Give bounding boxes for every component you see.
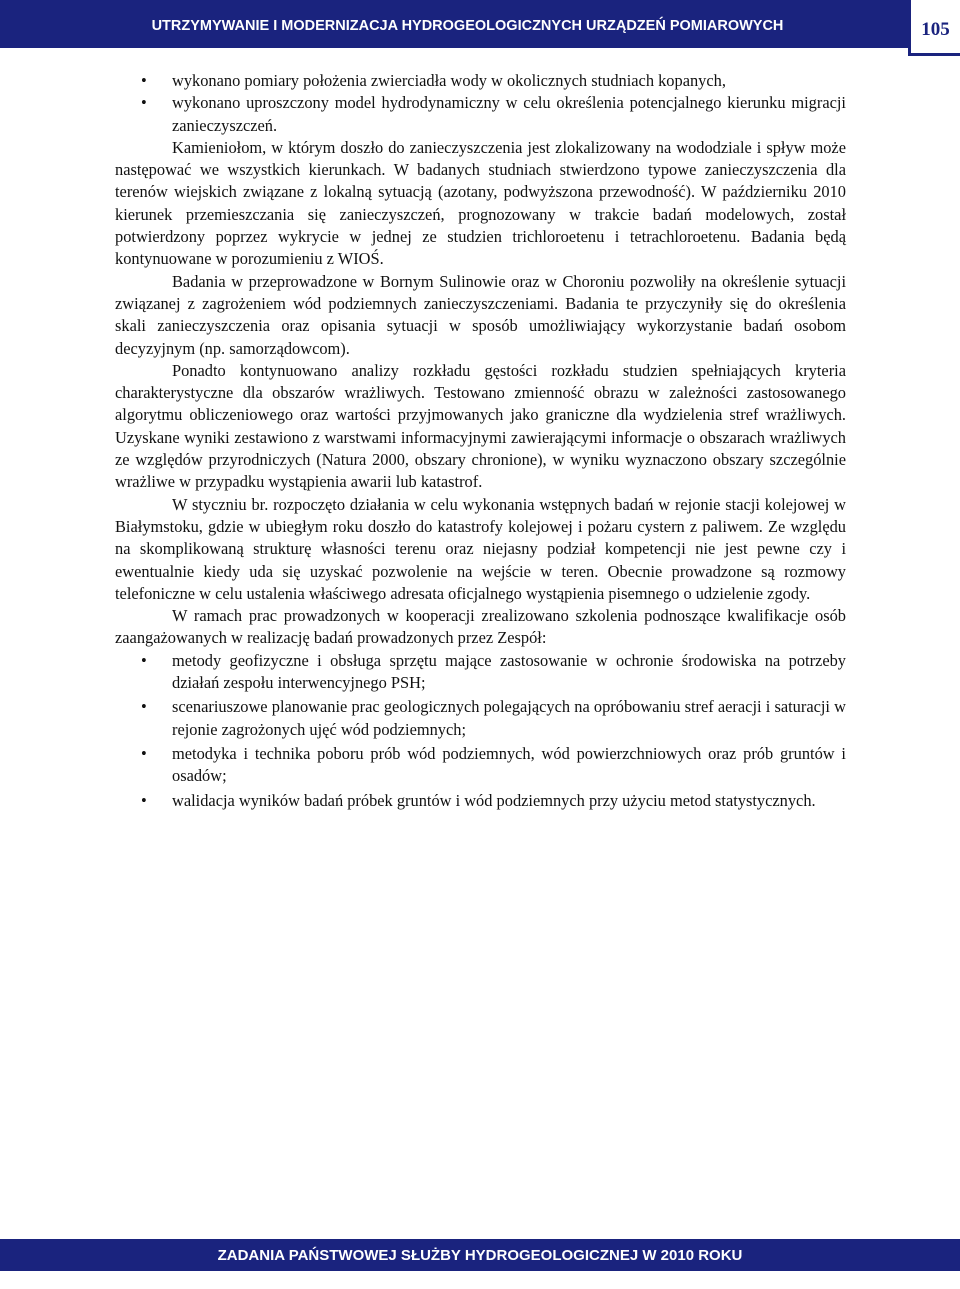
page-footer [0,1239,960,1271]
bullet-icon: • [141,650,147,670]
page-content [115,70,846,812]
bullet-list-measurements [115,70,846,137]
header-title: UTRZYMYWANIE I MODERNIZACJA HYDROGEOLOGICZNYCH URZĄDZEŃ POMIAROWYCH [151,18,784,34]
bullet-icon: • [141,697,147,717]
list-item: • scenariuszowe planowanie prac geologicznych polegających na opróbowaniu stref aeracji i saturacji w rejonie zagrożonych ujęć wód podziemnych; [141,697,846,739]
list-item: • wykonano pomiary położenia zwierciadła wody w okolicznych studniach kopanych, [115,70,846,92]
paragraph: Ponadto kontynuowano analizy rozkładu gęstości rozkładu studzien spełniających kryteria charakterystyczne dla obszarów wrażliwych. Testowano zmienność obrazu w zależności zastosowanego algorytmu obliczeniowego oraz wartości przyjmowanych jako graniczne dla wydzielenia stref wrażliwych. Uzyskane wyniki zestawiono z warstwami informacyjnymi zawierającymi informacje o obszarach wrażliwych ze względów przyrodniczych (Natura 2000, obszary chronione), w wyniku wyznaczono obszary szczególnie wrażliwe w przypadku wystąpienia awarii lub katastrof. [115,360,846,492]
footer-title: ZADANIA PAŃSTWOWEJ SŁUŻBY HYDROGEOLOGICZNEJ W 2010 ROKU [217,1247,743,1264]
paragraph: W ramach prac prowadzonych w kooperacji zrealizowano szkolenia podnoszące kwalifikacje osób zaangażowanych w realizację badań prowadzonych przez Zespół: [115,606,846,648]
paragraph: W styczniu br. rozpoczęto działania w celu wykonania wstępnych badań w rejonie stacji kolejowej w Białymstoku, gdzie w ubiegłym roku doszło do katastrofy kolejowej i pożaru cystern z paliwem. Ze względu na skomplikowaną strukturę własności terenu oraz niejasny podział kompetencji nie jest pewne czy i ewentualnie kiedy uda się uzyskać pozwolenie na wejście w teren. Obecnie prowadzone są rozmowy telefoniczne w celu ustalenia właściwego adresata oficjalnego wystąpienia pisemnego o udzielenie zgody. [115,494,846,603]
list-item: • metodyka i technika poboru prób wód podziemnych, wód powierzchniowych oraz prób gruntów i osadów; [141,743,846,786]
list-item: • metody geofizyczne i obsługa sprzętu mające zastosowanie w ochronie środowiska na potrzeby działań zespołu interwencyjnego PSH; [141,650,846,693]
list-item: • wykonano uproszczony model hydrodynamiczny w celu określenia potencjalnego kierunku migracji zanieczyszczeń. [141,93,846,135]
bullet-icon: • [141,71,147,90]
page-number: 105 [908,0,960,56]
list-item: • walidacja wyników badań próbek gruntów i wód podziemnych przy użyciu metod statystycznych. [115,790,846,812]
paragraph: Kamieniołom, w którym doszło do zanieczyszczenia jest zlokalizowany na wododziale i spływ może następować we wszystkich kierunkach. W badanych studniach stwierdzono typowe zanieczyszczenia dla terenów wiejskich związane z lokalną sytuacją (azotany, podwyższona przewodność). W październiku 2010 kierunek przemieszczania się zanieczyszczeń, prognozowany w trakcie badań modelowych, został potwierdzony poprzez wykrycie w jednej ze studzien trichloroetenu i tetrachloroetenu. Badania będą kontynuowane w porozumieniu z WIOŚ. [115,137,846,269]
bullet-icon: • [141,93,147,113]
bullet-icon: • [141,743,147,763]
paragraph: Badania w przeprowadzone w Bornym Sulinowie oraz w Choroniu pozwoliły na określenie sytuacji związanej z zagrożeniem wód podziemnych zanieczyszczeniami. Badania te przyczyniły się do określenia skali zanieczyszczenia oraz opisania sytuacji w sposób umożliwiający wykorzystanie badań osobom decyzyjnym (np. samorządowcom). [115,271,846,358]
bullet-list-trainings [115,650,846,812]
page-header [0,0,960,48]
bullet-icon: • [141,790,147,810]
